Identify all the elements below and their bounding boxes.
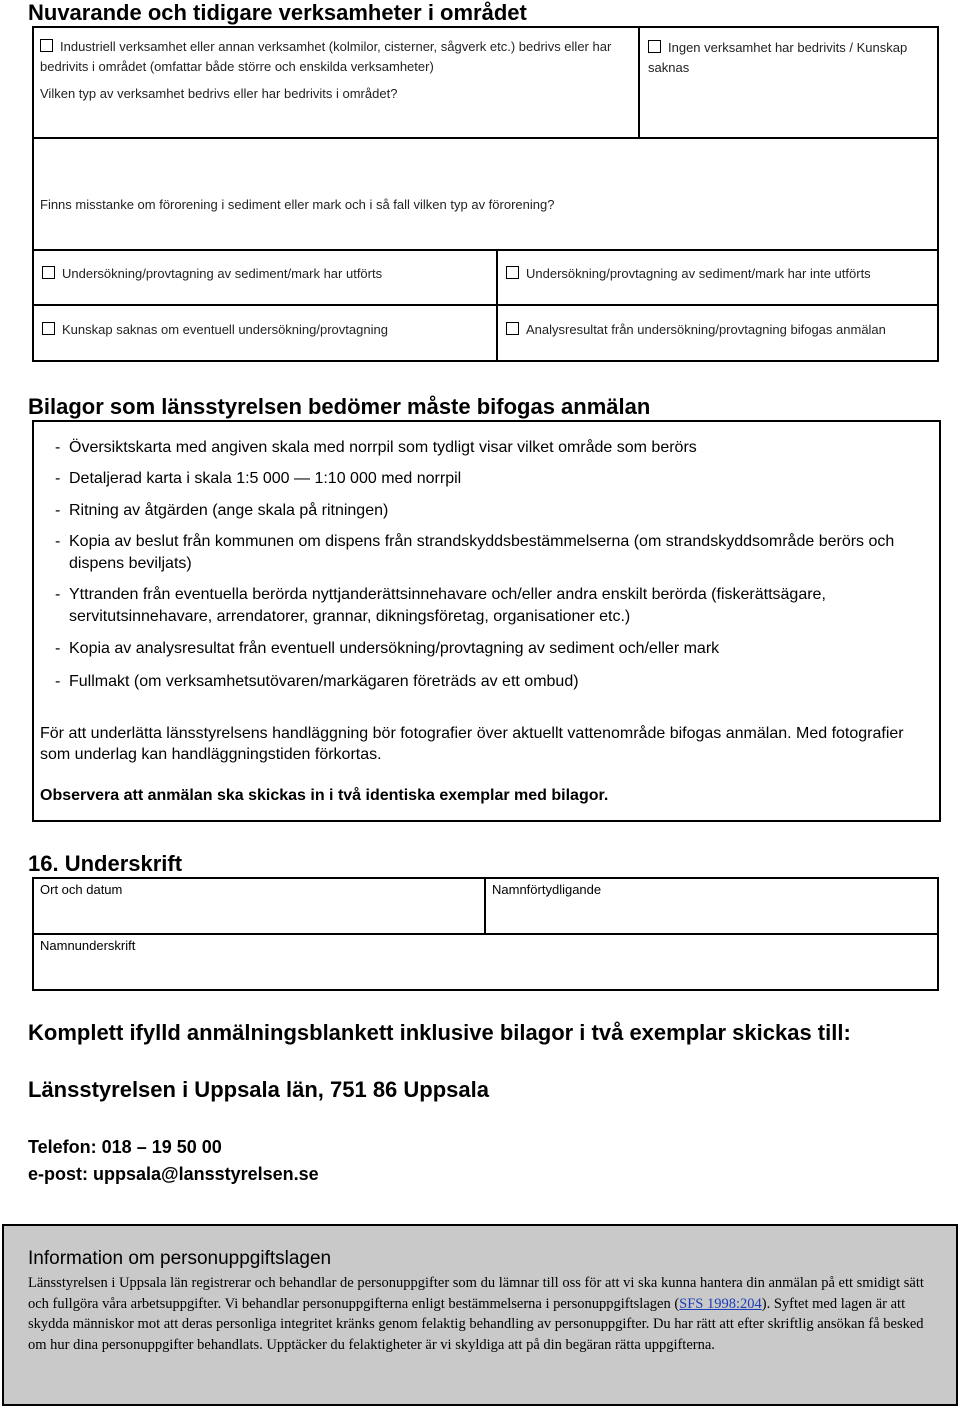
sfs-link[interactable]: SFS 1998:204: [679, 1295, 762, 1312]
list-item: - Fullmakt (om verksamhetsutövaren/markägaren företräds av ett ombud): [55, 673, 579, 690]
not-investigated-cell: [496, 249, 939, 306]
results-attached-checkbox-row[interactable]: [506, 320, 886, 340]
checkbox[interactable]: [40, 39, 53, 52]
results-attached-cell: [496, 304, 939, 362]
no-activity-checkbox-label: Ingen verksamhet har bedrivits / Kunskap saknas: [648, 40, 908, 75]
checkbox[interactable]: [42, 266, 55, 279]
personal-data-heading: Information om personuppgiftslagen: [28, 1248, 332, 1269]
not-investigated-checkbox-label: Undersökning/provtagning av sediment/mark har inte utförts: [526, 266, 871, 281]
send-to-heading: Komplett ifylld anmälningsblankett inklusive bilagor i två exemplar skickas till:: [28, 1020, 851, 1045]
attachments-heading: Bilagor som länsstyrelsen bedömer måste bifogas anmälan: [28, 394, 651, 419]
industrial-checkbox-label: Industriell verksamhet eller annan verksamhet (kolmilor, cisterner, sågverk etc.) bedrivs eller har bedrivits i området (omfattar både större och enskilda verksamheter): [40, 39, 612, 74]
list-item: - Kopia av analysresultat från eventuell undersökning/provtagning av sediment och/eller mark: [55, 640, 720, 657]
investigated-cell: [32, 249, 498, 306]
not-investigated-checkbox-row[interactable]: [506, 264, 871, 284]
photo-note: För att underlätta länsstyrelsens handläggning bör fotografier över aktuellt vattenområde bifogas anmälan. Med fotografier som underlag kan handläggningstiden förkortas.: [40, 725, 904, 763]
place-date-field[interactable]: [32, 877, 486, 935]
phone: Telefon: 018 – 19 50 00: [28, 1137, 222, 1157]
contamination-cell[interactable]: [32, 137, 939, 251]
checkbox[interactable]: [506, 322, 519, 335]
industrial-checkbox-row[interactable]: [40, 37, 630, 77]
signature-label: Namnunderskrift: [40, 938, 136, 953]
place-date-label: Ort och datum: [40, 882, 123, 897]
list-item: - Kopia av beslut från kommunen om dispens från strandskyddsbestämmelserna (om strandskyddsområde berörs och dispens beviljats): [55, 533, 895, 572]
results-attached-checkbox-label: Analysresultat från undersökning/provtagning bifogas anmälan: [526, 322, 886, 337]
investigated-checkbox-row[interactable]: [42, 264, 382, 284]
personal-data-info-box: [2, 1224, 958, 1406]
no-activity-cell: [638, 26, 939, 139]
unknown-investigation-cell: [32, 304, 498, 362]
email[interactable]: e-post: uppsala@lansstyrelsen.se: [28, 1164, 319, 1184]
name-clarification-label: Namnförtydligande: [492, 882, 602, 897]
list-item: - Översiktskarta med angiven skala med norrpil som tydligt visar vilket område som berörs: [55, 439, 697, 456]
checkbox[interactable]: [42, 322, 55, 335]
list-item: - Detaljerad karta i skala 1:5 000 — 1:10 000 med norrpil: [55, 470, 462, 487]
section-heading-current-activities: Nuvarande och tidigare verksamheter i området: [28, 0, 527, 25]
signature-heading: 16. Underskrift: [28, 851, 183, 876]
personal-data-text: Länsstyrelsen i Uppsala län registrerar och behandlar de personuppgifter som du lämnar till oss för att vi ska kunna hantera din anmälan på ett smidigt sätt och fullgöra våra arbetsuppgifter. Vi behandlar personuppgifterna enligt bestämmelserna i personuppgiftslagen (SFS 1998:204). Syftet med lagen är att skydda människor mot att deras personliga integritet kränks genom felaktig behandling av personuppgifter. Du har rätt att efter skriftlig ansökan få besked om hur dina personuppgifter behandlats. Upptäcker du felaktigheter är vi skyldiga att på din begäran rätta uppgifterna.: [28, 1275, 924, 1353]
industrial-activity-cell: [32, 26, 640, 139]
investigated-checkbox-label: Undersökning/provtagning av sediment/mark har utförts: [62, 266, 383, 281]
activity-type-question: Vilken typ av verksamhet bedrivs eller har bedrivits i området?: [40, 86, 398, 101]
signature-field[interactable]: [32, 933, 939, 991]
contamination-question: Finns misstanke om förorening i sediment eller mark och i så fall vilken typ av förorening?: [40, 197, 555, 212]
address: Länsstyrelsen i Uppsala län, 751 86 Uppsala: [28, 1077, 489, 1102]
unknown-investigation-checkbox-label: Kunskap saknas om eventuell undersökning/provtagning: [62, 322, 388, 337]
checkbox[interactable]: [506, 266, 519, 279]
list-item: - Ritning av åtgärden (ange skala på ritningen): [55, 502, 389, 519]
observe-note: Observera att anmälan ska skickas in i två identiska exemplar med bilagor.: [40, 787, 609, 804]
unknown-investigation-checkbox-row[interactable]: [42, 320, 388, 340]
list-item: - Yttranden från eventuella berörda nyttjanderättsinnehavare och/eller andra enskilt berörda (fiskerättsägare, servitutsinnehavare, arrendatorer, grannar, dikningsföretag, organisationer etc.): [55, 586, 826, 625]
name-clarification-field[interactable]: [484, 877, 939, 935]
checkbox[interactable]: [648, 40, 661, 53]
no-activity-checkbox-row[interactable]: [648, 38, 933, 78]
